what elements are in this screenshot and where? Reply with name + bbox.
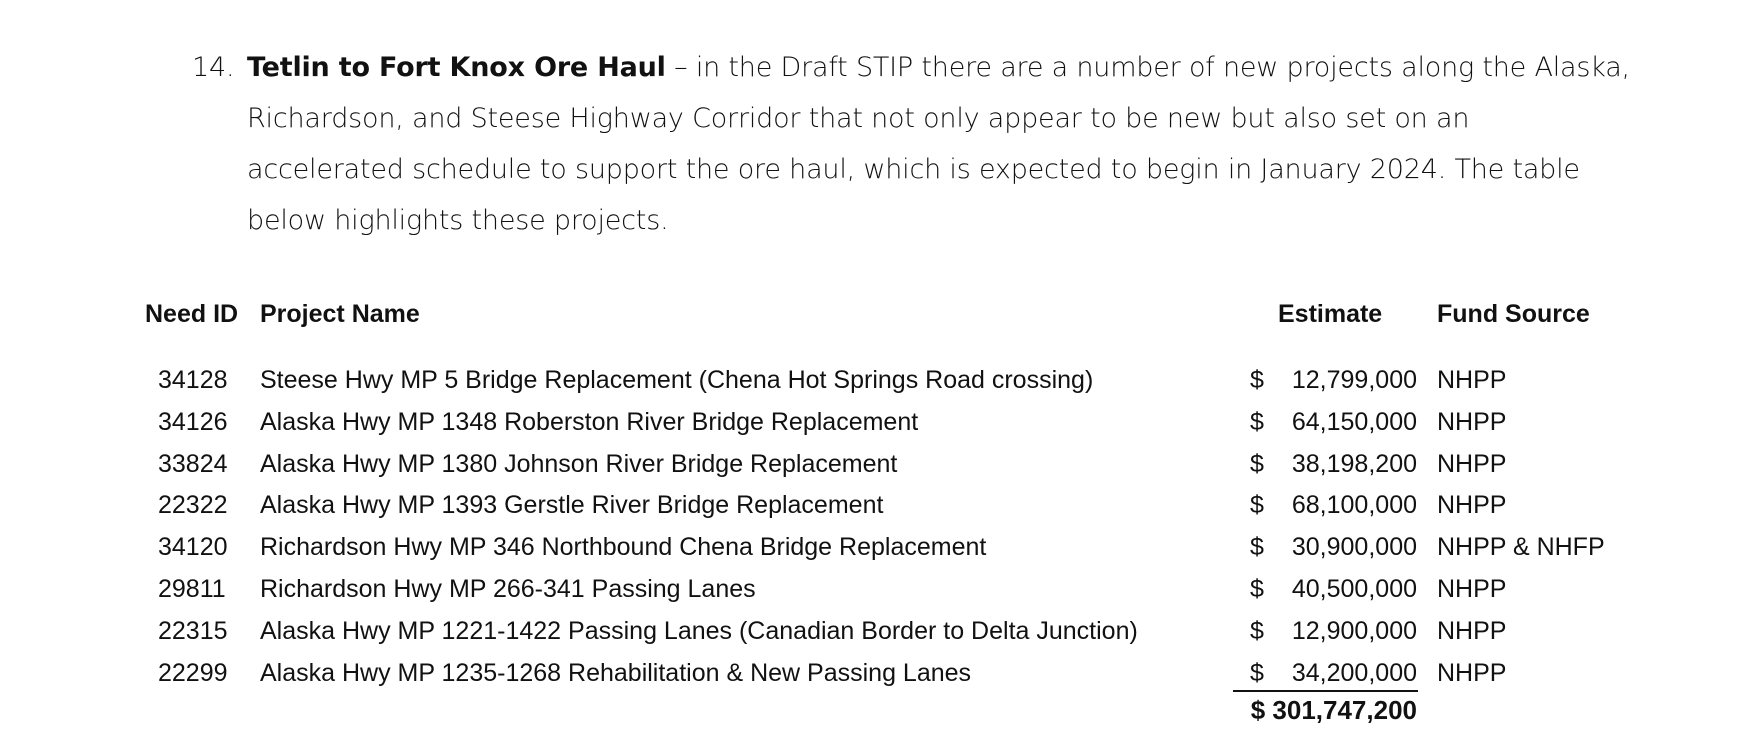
dollar-sign-cell: $ xyxy=(1250,449,1264,478)
item-number: 14. xyxy=(192,52,235,83)
estimate-cell: 12,900,000 xyxy=(1291,616,1417,645)
need-id-cell: 34120 xyxy=(158,533,228,562)
table-row xyxy=(0,491,1742,531)
project-name-cell: Steese Hwy MP 5 Bridge Replacement (Chena Hot Springs Road crossing) xyxy=(260,366,1094,394)
need-id-cell: 34126 xyxy=(158,407,228,436)
item-body xyxy=(247,42,1632,246)
project-name-cell: Alaska Hwy MP 1348 Roberston River Bridge Replacement xyxy=(260,407,919,436)
table-row xyxy=(0,533,1742,573)
fund-source-cell: NHPP xyxy=(1437,449,1507,478)
dollar-sign-cell: $ xyxy=(1250,575,1264,603)
dollar-sign-cell: $ xyxy=(1250,616,1264,645)
need-id-cell: 22322 xyxy=(158,491,228,520)
header-estimate: Estimate xyxy=(1278,300,1383,328)
total-underline xyxy=(1233,690,1418,692)
need-id-cell: 33824 xyxy=(158,449,228,478)
project-name-cell: Alaska Hwy MP 1393 Gerstle River Bridge Replacement xyxy=(260,491,884,520)
header-project-name: Project Name xyxy=(260,300,420,328)
estimate-cell: 68,100,000 xyxy=(1291,491,1417,520)
table-row xyxy=(0,617,1742,657)
list-item-14 xyxy=(192,42,1632,246)
fund-source-cell: NHPP xyxy=(1437,658,1507,687)
total-estimate: $ 301,747,200 xyxy=(1250,695,1417,725)
dollar-sign-cell: $ xyxy=(1250,491,1264,520)
fund-source-cell: NHPP xyxy=(1437,491,1507,520)
estimate-cell: 64,150,000 xyxy=(1291,407,1417,436)
estimate-cell: 34,200,000 xyxy=(1291,658,1417,687)
header-fund-source: Fund Source xyxy=(1437,300,1590,328)
project-name-cell: Alaska Hwy MP 1235-1268 Rehabilitation & New Passing Lanes xyxy=(260,658,972,687)
fund-source-cell: NHPP & NHFP xyxy=(1437,533,1605,562)
need-id-cell: 22299 xyxy=(158,658,228,687)
project-name-cell: Richardson Hwy MP 266-341 Passing Lanes xyxy=(260,575,756,603)
dollar-sign-cell: $ xyxy=(1250,658,1264,687)
dollar-sign-cell: $ xyxy=(1250,407,1264,436)
dollar-sign-cell: $ xyxy=(1250,366,1264,394)
fund-source-cell: NHPP xyxy=(1437,575,1507,603)
header-need-id: Need ID xyxy=(145,300,239,328)
table-row xyxy=(0,450,1742,490)
need-id-cell: 22315 xyxy=(158,616,228,645)
project-name-cell: Alaska Hwy MP 1221-1422 Passing Lanes (Canadian Border to Delta Junction) xyxy=(260,616,1138,645)
need-id-cell: 29811 xyxy=(158,575,226,603)
estimate-cell: 12,799,000 xyxy=(1291,366,1417,394)
estimate-cell: 40,500,000 xyxy=(1291,575,1417,603)
table-row xyxy=(0,659,1742,699)
estimate-cell: 30,900,000 xyxy=(1291,533,1417,562)
item-text: – in the Draft STIP there are a number of new projects along the Alaska, Richardson, and Steese Highway Corridor that not only appear to be new but also set on an accelerated schedule to support the ore haul, which is expected to begin in January 2024. The table below highlights these projects. xyxy=(247,52,1630,236)
fund-source-cell: NHPP xyxy=(1437,366,1507,394)
need-id-cell: 34128 xyxy=(158,366,228,394)
dollar-sign-cell: $ xyxy=(1250,533,1264,562)
project-name-cell: Richardson Hwy MP 346 Northbound Chena Bridge Replacement xyxy=(260,533,987,562)
project-name-cell: Alaska Hwy MP 1380 Johnson River Bridge Replacement xyxy=(260,449,898,478)
estimate-cell: 38,198,200 xyxy=(1291,449,1417,478)
fund-source-cell: NHPP xyxy=(1437,616,1507,645)
fund-source-cell: NHPP xyxy=(1437,407,1507,436)
table-row xyxy=(0,408,1742,448)
table-row xyxy=(0,366,1742,406)
item-title: Tetlin to Fort Knox Ore Haul xyxy=(247,52,666,83)
table-row xyxy=(0,575,1742,615)
